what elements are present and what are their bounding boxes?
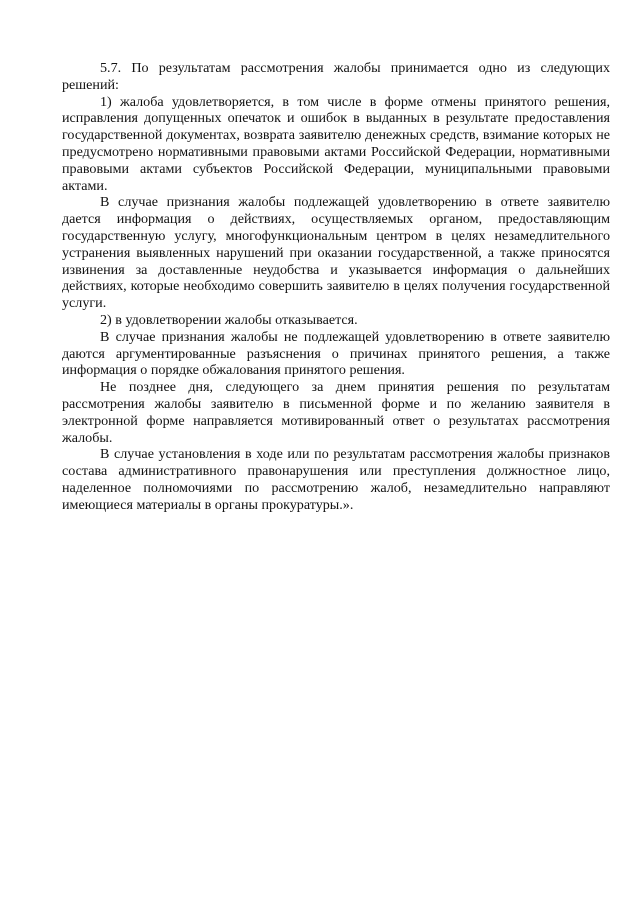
paragraph-satisfied-case: В случае признания жалобы подлежащей удовлетворению в ответе заявителю дается информация о действиях, осуществляемых органом, предоставляющим государственную услугу, многофункциональным центром в целях незамедлительного устранения выявленных нарушений при оказании государственной, а также приносятся извинения за доставленные неудобства и указывается информация о дальнейших действиях, которые необходимо совершить заявителю в целях получения государственной услуги.	[62, 194, 610, 312]
paragraph-item-2: 2) в удовлетворении жалобы отказывается.	[100, 311, 358, 328]
paragraph-item-1: 1) жалоба удовлетворяется, в том числе в форме отмены принятого решения, исправления допущенных опечаток и ошибок в выданных в результате предоставления государственной документах, возврата заявителю денежных средств, взимание которых не предусмотрено нормативными правовыми актами Российской Федерации, нормативными правовыми актами субъектов Российской Федерации, муниципальными правовыми актами.	[62, 93, 610, 194]
paragraph-5-7: 5.7. По результатам рассмотрения жалобы принимается одно из следующих решений:	[62, 60, 610, 93]
document-body	[62, 60, 610, 514]
paragraph-response-deadline: Не позднее дня, следующего за днем принятия решения по результатам рассмотрения жалобы заявителю в письменной форме и по желанию заявителя в электронной форме направляется мотивированный ответ о результатах рассмотрения жалобы.	[62, 379, 610, 446]
paragraph-prosecution: В случае установления в ходе или по результатам рассмотрения жалобы признаков состава административного правонарушения или преступления должностное лицо, наделенное полномочиями по рассмотрению жалоб, незамедлительно направляют имеющиеся материалы в органы прокуратуры.».	[62, 446, 610, 513]
paragraph-refused-case: В случае признания жалобы не подлежащей удовлетворению в ответе заявителю даются аргументированные разъяснения о причинах принятого решения, а также информация о порядке обжалования принятого решения.	[62, 328, 610, 379]
